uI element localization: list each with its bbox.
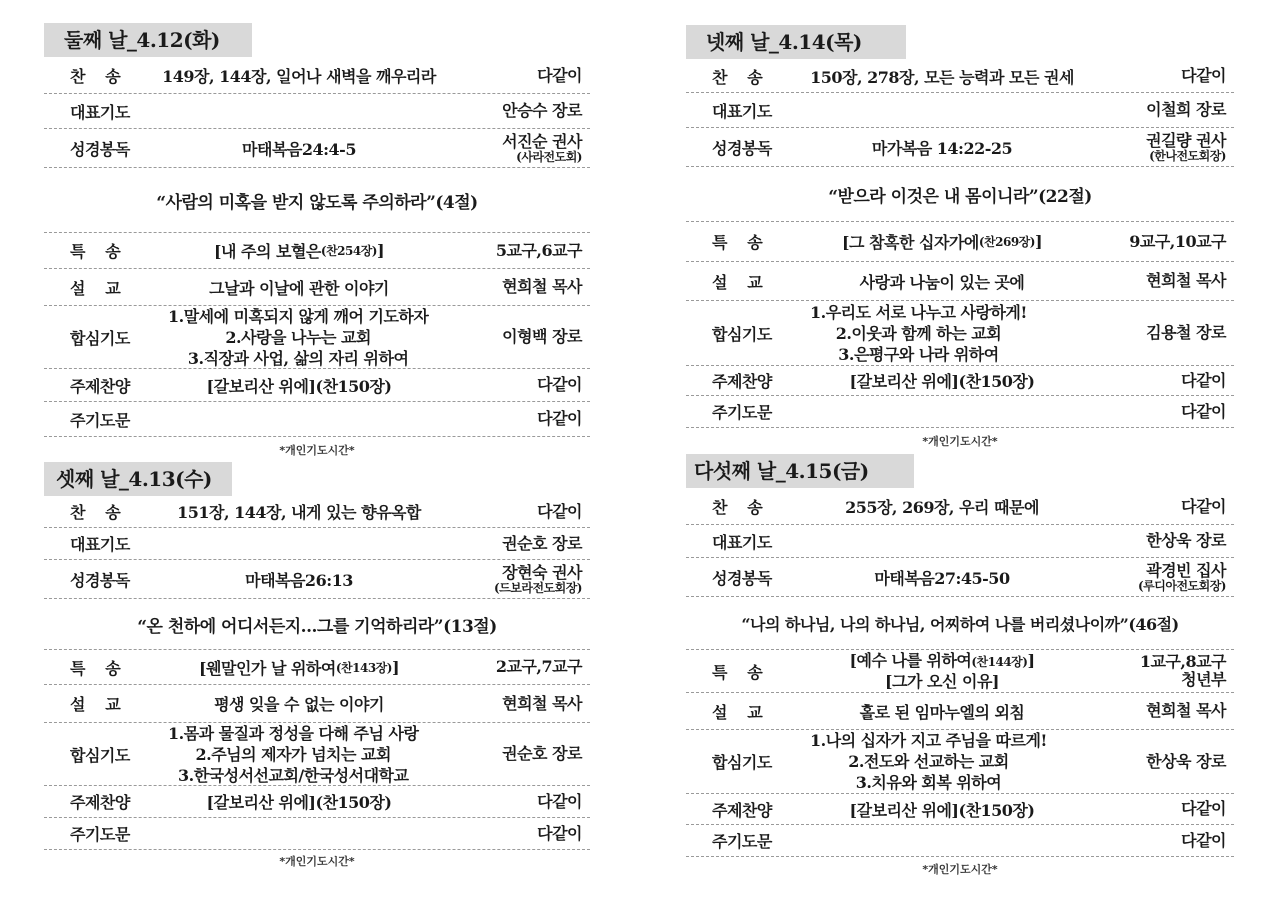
row-leader: 다같이 — [1181, 401, 1226, 421]
special-song — [148, 650, 450, 684]
key-verse: “사람의 미혹을 받지 않도록 주의하라”(4절) — [44, 168, 590, 233]
day-title: 다섯째 날_4.15(금) — [686, 454, 914, 488]
song-line — [849, 651, 1034, 672]
prayer-topic: 3.직장과 사업, 삶의 자리 위하여 — [187, 348, 409, 368]
row-leader: 다같이 — [537, 375, 582, 394]
reading-row — [686, 558, 1234, 597]
row-leader — [502, 129, 582, 167]
row-leader — [1146, 128, 1226, 166]
reader-name: 장현숙 권사 — [502, 562, 582, 582]
row-leader: 9교구,10교구 — [1129, 231, 1226, 251]
prayer-row — [44, 528, 590, 560]
row-leader: 이형백 장로 — [502, 327, 582, 346]
special-song-row — [44, 233, 590, 269]
row-label: 대표기도 — [712, 532, 772, 552]
row-leader: 이철희 장로 — [1146, 100, 1226, 119]
row-label: 성경봉독 — [712, 138, 772, 158]
row-leader: 다같이 — [537, 409, 582, 428]
song-title: [웬말인가 날 위하여 — [198, 658, 336, 678]
row-label: 설 교 — [70, 695, 121, 714]
row-leader: 다같이 — [1181, 370, 1226, 390]
row-leader: 다같이 — [1181, 830, 1226, 850]
row-label: 성경봉독 — [70, 139, 130, 159]
reading-row — [686, 128, 1234, 167]
unison-prayer-row — [686, 301, 1234, 366]
prayer-row — [44, 94, 590, 129]
row-leader: 다같이 — [1181, 799, 1226, 818]
lords-prayer-row — [686, 396, 1234, 428]
row-label: 특 송 — [70, 242, 121, 261]
prayer-topic: 2.주님의 제자가 넘치는 교회 — [195, 744, 391, 764]
row-leader — [494, 560, 582, 598]
prayer-topic: 2.전도와 선교하는 교회 — [848, 752, 1009, 771]
row-leader: 안승수 장로 — [502, 101, 582, 120]
bracket: ] — [391, 657, 400, 677]
scripture-ref: 마가복음 14:22-25 — [871, 138, 1013, 158]
row-leader: 현희철 목사 — [502, 693, 582, 713]
prayer-topics — [790, 730, 1094, 793]
row-label: 합심기도 — [712, 753, 772, 772]
unison-prayer-row — [44, 306, 590, 369]
prayer-topic: 1.몸과 물질과 정성을 다해 주님 사랑 — [168, 723, 419, 743]
key-verse: “받으라 이것은 내 몸이니라”(22절) — [686, 167, 1234, 222]
row-leader: 다같이 — [537, 823, 582, 843]
reader-group: (한나전도회장) — [1149, 148, 1226, 163]
song-title: [내 주의 보혈은 — [213, 242, 321, 261]
prayer-topic: 1.우리도 서로 나누고 사랑하게! — [810, 302, 1027, 322]
hymn-number: (찬144장) — [971, 655, 1028, 669]
row-label: 설 교 — [70, 278, 121, 298]
prayer-topic: 3.한국성서선교회/한국성서대학교 — [178, 765, 409, 785]
row-label: 설 교 — [712, 702, 763, 722]
row-label: 주제찬양 — [712, 372, 772, 391]
lords-prayer-row — [44, 818, 590, 850]
row-label: 특 송 — [712, 233, 763, 252]
row-label: 성경봉독 — [70, 570, 130, 590]
row-label: 찬 송 — [712, 67, 763, 87]
song-title-2: [그가 오신 이유] — [884, 672, 999, 691]
prayer-topic: 3.은평구와 나라 위하여 — [838, 344, 999, 364]
hymn-number: (찬143장) — [335, 660, 392, 675]
row-leader: 현희철 목사 — [1146, 701, 1226, 720]
row-label: 성경봉독 — [712, 568, 772, 588]
personal-prayer-note: *개인기도시간* — [279, 855, 355, 868]
row-label: 특 송 — [70, 658, 121, 678]
row-leader: 김용철 장로 — [1146, 323, 1226, 342]
row-label: 대표기도 — [712, 101, 772, 121]
row-leader — [1138, 558, 1226, 596]
reading-row — [44, 560, 590, 599]
special-song-row — [686, 650, 1234, 693]
row-label: 찬 송 — [70, 503, 121, 522]
theme-song-row — [686, 794, 1234, 825]
special-song — [148, 233, 450, 268]
prayer-topic: 2.이웃과 함께 하는 교회 — [835, 323, 1002, 343]
theme-song-row — [686, 366, 1234, 396]
special-song — [790, 222, 1094, 261]
hymn-text: 149장, 144장, 일어나 새벽을 깨우리라 — [162, 67, 436, 86]
scripture-ref: 마태복음24:4-5 — [242, 139, 356, 159]
song-title: [그 참혹한 십자가에 — [841, 233, 979, 252]
hymn-row — [686, 60, 1234, 93]
lords-prayer-row — [44, 402, 590, 437]
row-leader: 다같이 — [537, 65, 582, 85]
row-label: 합심기도 — [70, 745, 130, 765]
hymn-number: (찬254장) — [320, 244, 377, 258]
sermon-title: 사랑과 나눔이 있는 곳에 — [859, 272, 1025, 292]
prayer-topics — [148, 723, 450, 785]
sermon-row — [686, 262, 1234, 301]
row-label: 주기도문 — [712, 832, 772, 851]
key-verse: “온 천하에 어디서든지...그를 기억하리라”(13절) — [44, 599, 590, 650]
reader-name: 곽경빈 집사 — [1146, 560, 1226, 580]
personal-prayer-note: *개인기도시간* — [922, 863, 998, 876]
hymn-row — [44, 496, 590, 528]
prayer-topic: 3.치유와 회복 위하여 — [855, 773, 1002, 792]
reader-group: (사라전도회) — [516, 149, 582, 164]
theme-song: [갈보리산 위에](찬150장) — [206, 376, 392, 396]
row-label: 주기도문 — [70, 410, 130, 430]
special-song-row — [44, 650, 590, 685]
prayer-row — [686, 525, 1234, 558]
row-leader: 2교구,7교구 — [495, 657, 582, 676]
prayer-topics — [148, 306, 450, 368]
row-leader: 5교구,6교구 — [495, 240, 582, 260]
special-song — [790, 650, 1094, 692]
scripture-ref: 마태복음27:45-50 — [874, 568, 1010, 588]
personal-prayer-note: *개인기도시간* — [922, 435, 998, 448]
row-leader: 다같이 — [1181, 66, 1226, 85]
personal-prayer-note: *개인기도시간* — [279, 444, 355, 457]
key-verse: “나의 하나님, 나의 하나님, 어찌하여 나를 버리셨나이까”(46절) — [686, 597, 1234, 650]
prayer-topic: 1.나의 십자가 지고 주님을 따르게! — [810, 731, 1047, 750]
leader-group-2: 청년부 — [1181, 670, 1226, 689]
row-label: 합심기도 — [712, 324, 772, 344]
bracket: ] — [1034, 232, 1043, 251]
day-title: 넷째 날_4.14(목) — [686, 25, 906, 59]
hymn-text: 150장, 278장, 모든 능력과 모든 권세 — [810, 67, 1074, 87]
row-leader: 다같이 — [537, 791, 582, 811]
row-leader: 권순호 장로 — [502, 533, 582, 553]
sermon-row — [44, 685, 590, 723]
prayer-topics — [790, 301, 1094, 365]
lords-prayer-row — [686, 825, 1234, 857]
bracket: ] — [376, 241, 385, 260]
prayer-row — [686, 93, 1234, 128]
reading-row — [44, 129, 590, 168]
reader-group: (루디아전도회장) — [1137, 578, 1226, 593]
theme-song: [갈보리산 위에](찬150장) — [206, 793, 392, 812]
special-song-row — [686, 222, 1234, 262]
sermon-title: 평생 잊을 수 없는 이야기 — [214, 695, 384, 714]
leader-group: 1교구,8교구 — [1139, 652, 1226, 671]
row-label: 주기도문 — [70, 825, 130, 844]
theme-song-row — [44, 369, 590, 402]
row-leader: 권순호 장로 — [502, 744, 582, 763]
theme-song: [갈보리산 위에](찬150장) — [849, 372, 1035, 391]
hymn-row — [686, 489, 1234, 525]
hymn-number: (찬269장) — [978, 235, 1035, 249]
row-leader: 다같이 — [537, 501, 582, 521]
sermon-row — [44, 269, 590, 306]
day-title: 둘째 날_4.12(화) — [44, 23, 252, 57]
row-label: 주제찬양 — [712, 800, 772, 820]
bracket: ] — [1027, 651, 1035, 670]
theme-song-row — [44, 786, 590, 818]
sermon-title: 그날과 이날에 관한 이야기 — [209, 278, 389, 298]
row-label: 주기도문 — [712, 403, 772, 422]
scripture-ref: 마태복음26:13 — [245, 570, 353, 590]
row-label: 합심기도 — [70, 328, 130, 348]
row-label: 대표기도 — [70, 102, 130, 122]
row-label: 찬 송 — [712, 498, 763, 517]
theme-song: [갈보리산 위에](찬150장) — [849, 800, 1035, 820]
reader-group: (드보라전도회장) — [493, 580, 582, 595]
reader-name: 서진순 권사 — [502, 131, 582, 151]
row-leader: 현희철 목사 — [1146, 271, 1226, 290]
hymn-row — [44, 58, 590, 94]
row-label: 대표기도 — [70, 535, 130, 554]
row-leader — [1140, 650, 1226, 692]
unison-prayer-row — [686, 730, 1234, 794]
row-label: 주제찬양 — [70, 793, 130, 812]
row-label: 특 송 — [712, 662, 763, 682]
row-label: 주제찬양 — [70, 376, 130, 396]
hymn-text: 255장, 269장, 우리 때문에 — [845, 498, 1039, 517]
hymn-text: 151장, 144장, 내게 있는 향유옥합 — [177, 503, 421, 522]
row-leader: 현희철 목사 — [502, 277, 582, 296]
row-leader: 다같이 — [1181, 496, 1226, 516]
row-label: 설 교 — [712, 272, 763, 292]
row-leader: 한상욱 장로 — [1146, 751, 1226, 771]
row-label: 찬 송 — [70, 67, 121, 86]
row-leader: 한상욱 장로 — [1146, 531, 1226, 550]
sermon-row — [686, 693, 1234, 730]
prayer-topic: 2.사랑을 나누는 교회 — [225, 327, 371, 347]
sermon-title: 홀로 된 임마누엘의 외침 — [859, 702, 1025, 722]
song-title: [예수 나를 위하여 — [849, 651, 972, 670]
unison-prayer-row — [44, 723, 590, 786]
prayer-topic: 1.말세에 미혹되지 않게 깨어 기도하자 — [168, 306, 429, 326]
day-title: 셋째 날_4.13(수) — [44, 462, 232, 496]
reader-name: 권길량 권사 — [1146, 130, 1226, 150]
